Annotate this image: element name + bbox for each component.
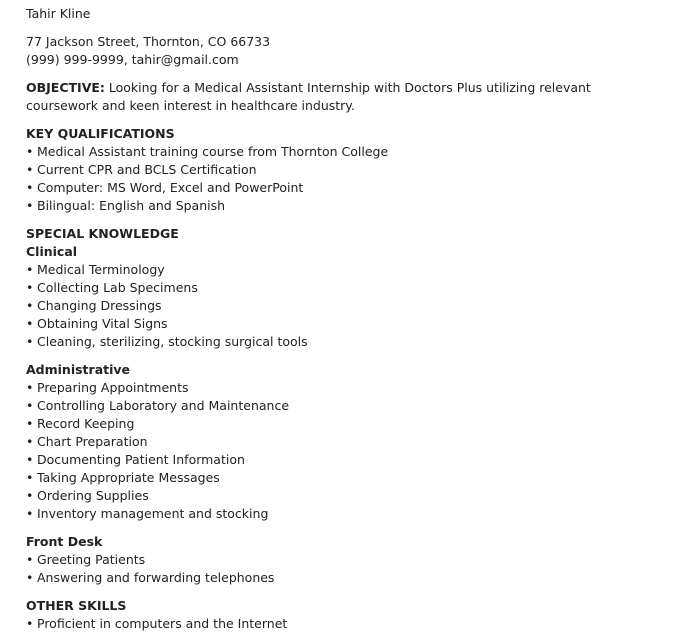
list-item-text: Record Keeping [37,416,135,431]
list-item-text: Taking Appropriate Messages [37,470,220,485]
spacer [26,69,659,79]
key-qualifications-heading: KEY QUALIFICATIONS [26,126,175,141]
spacer [26,587,659,597]
list-item [26,161,659,179]
key-qualifications-list [26,143,659,215]
other-skills-heading: OTHER SKILLS [26,598,127,613]
list-item-text: Current CPR and BCLS Certification [37,162,257,177]
bullet-icon: • [26,180,34,195]
list-item [26,487,659,505]
bullet-icon: • [26,434,34,449]
list-item-text: Bilingual: English and Spanish [37,198,226,213]
front-desk-list [26,551,659,587]
bullet-icon: • [26,398,34,413]
bullet-icon: • [26,380,34,395]
resume-document [26,5,659,633]
list-item-text: Collecting Lab Specimens [37,280,198,295]
bullet-icon: • [26,470,34,485]
objective-text: Looking for a Medical Assistant Internship with Doctors Plus utilizing relevant coursework and keen interest in healthcare industry. [26,80,591,113]
spacer [26,523,659,533]
list-item-text: Answering and forwarding telephones [37,570,275,585]
list-item [26,433,659,451]
list-item [26,615,659,633]
list-item-text: Cleaning, sterilizing, stocking surgical tools [37,334,308,349]
bullet-icon: • [26,552,34,567]
bullet-icon: • [26,162,34,177]
special-knowledge-heading: SPECIAL KNOWLEDGE [26,226,179,241]
bullet-icon: • [26,452,34,467]
list-item [26,261,659,279]
list-item-text: Proficient in computers and the Internet [37,616,288,631]
list-item [26,197,659,215]
bullet-icon: • [26,570,34,585]
list-item-text: Chart Preparation [37,434,148,449]
other-skills-list [26,615,659,633]
list-item-text: Inventory management and stocking [37,506,269,521]
applicant-name: Tahir Kline [26,6,91,21]
list-item [26,569,659,587]
list-item [26,451,659,469]
list-item [26,397,659,415]
administrative-list [26,379,659,523]
objective-paragraph [26,79,659,115]
list-item [26,297,659,315]
bullet-icon: • [26,488,34,503]
list-item-text: Ordering Supplies [37,488,149,503]
bullet-icon: • [26,506,34,521]
clinical-list [26,261,659,351]
list-item-text: Documenting Patient Information [37,452,245,467]
bullet-icon: • [26,616,34,631]
phone-email-line: (999) 999-9999, tahir@gmail.com [26,52,239,67]
spacer [26,23,659,33]
list-item [26,551,659,569]
list-item [26,179,659,197]
list-item [26,469,659,487]
bullet-icon: • [26,262,34,277]
administrative-subheading: Administrative [26,362,131,377]
list-item [26,333,659,351]
list-item-text: Medical Assistant training course from Thornton College [37,144,389,159]
spacer [26,351,659,361]
list-item-text: Computer: MS Word, Excel and PowerPoint [37,180,304,195]
list-item-text: Medical Terminology [37,262,165,277]
address-line: 77 Jackson Street, Thornton, CO 66733 [26,34,271,49]
bullet-icon: • [26,298,34,313]
bullet-icon: • [26,144,34,159]
bullet-icon: • [26,416,34,431]
list-item [26,505,659,523]
front-desk-subheading: Front Desk [26,534,103,549]
spacer [26,215,659,225]
bullet-icon: • [26,316,34,331]
list-item [26,415,659,433]
list-item [26,279,659,297]
bullet-icon: • [26,334,34,349]
list-item [26,379,659,397]
spacer [26,115,659,125]
list-item [26,143,659,161]
objective-label: OBJECTIVE: [26,80,105,95]
list-item-text: Preparing Appointments [37,380,189,395]
list-item-text: Controlling Laboratory and Maintenance [37,398,290,413]
list-item [26,315,659,333]
bullet-icon: • [26,198,34,213]
list-item-text: Greeting Patients [37,552,146,567]
list-item-text: Obtaining Vital Signs [37,316,168,331]
list-item-text: Changing Dressings [37,298,162,313]
clinical-subheading: Clinical [26,244,78,259]
bullet-icon: • [26,280,34,295]
